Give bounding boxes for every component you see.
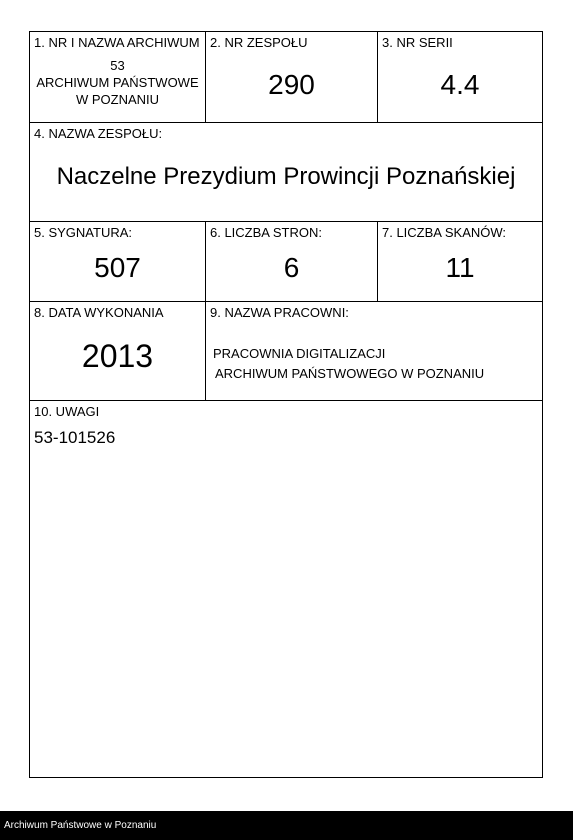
- creation-date-value: 2013: [81, 338, 154, 374]
- footer-bar: [0, 811, 573, 840]
- scans-count-label: 7. LICZBA SKANÓW:: [382, 225, 507, 240]
- scans-count-cell: [378, 222, 542, 302]
- archive-label: 1. NR I NAZWA ARCHIWUM: [34, 35, 200, 50]
- pages-count-value: 6: [283, 252, 300, 283]
- notes-cell: [30, 401, 542, 777]
- creation-date-label: 8. DATA WYKONANIA: [34, 305, 164, 320]
- notes-label: 10. UWAGI: [34, 404, 100, 419]
- signature-label: 5. SYGNATURA:: [34, 225, 133, 240]
- fonds-number-label: 2. NR ZESPOŁU: [210, 35, 308, 50]
- archive-name-line1: ARCHIWUM PAŃSTWOWE: [36, 75, 199, 90]
- notes-value: 53-101526: [34, 428, 116, 447]
- series-number-label: 3. NR SERII: [382, 35, 453, 50]
- fonds-name-cell: [30, 123, 542, 222]
- workshop-name-block: [213, 344, 484, 384]
- archive-number: 53: [110, 58, 125, 73]
- pages-count-label: 6. LICZBA STRON:: [210, 225, 322, 240]
- signature-cell: [30, 222, 206, 302]
- series-number-cell: [378, 32, 542, 123]
- archive-cell: [30, 32, 206, 123]
- archive-name-line2: W POZNANIU: [75, 92, 160, 107]
- creation-date-cell: [30, 302, 206, 401]
- workshop-name-line2: ARCHIWUM PAŃSTWOWEGO W POZNANIU: [215, 366, 485, 381]
- fonds-number-value: 290: [268, 69, 315, 100]
- footer-archive-name: Archiwum Państwowe w Poznaniu: [4, 820, 157, 831]
- series-number-value: 4.4: [440, 69, 480, 100]
- fonds-number-cell: [206, 32, 378, 123]
- workshop-cell: [206, 302, 542, 401]
- signature-value: 507: [94, 252, 141, 283]
- fonds-name-label: 4. NAZWA ZESPOŁU:: [34, 126, 163, 141]
- pages-count-cell: [206, 222, 378, 302]
- archive-metadata-form: [29, 31, 543, 778]
- workshop-label: 9. NAZWA PRACOWNI:: [210, 305, 349, 320]
- fonds-name-value: Naczelne Prezydium Prowincji Poznańskiej: [56, 163, 516, 190]
- archive-name-block: [30, 57, 205, 108]
- scans-count-value: 11: [445, 252, 475, 283]
- workshop-name-line1: PRACOWNIA DIGITALIZACJI: [213, 346, 386, 361]
